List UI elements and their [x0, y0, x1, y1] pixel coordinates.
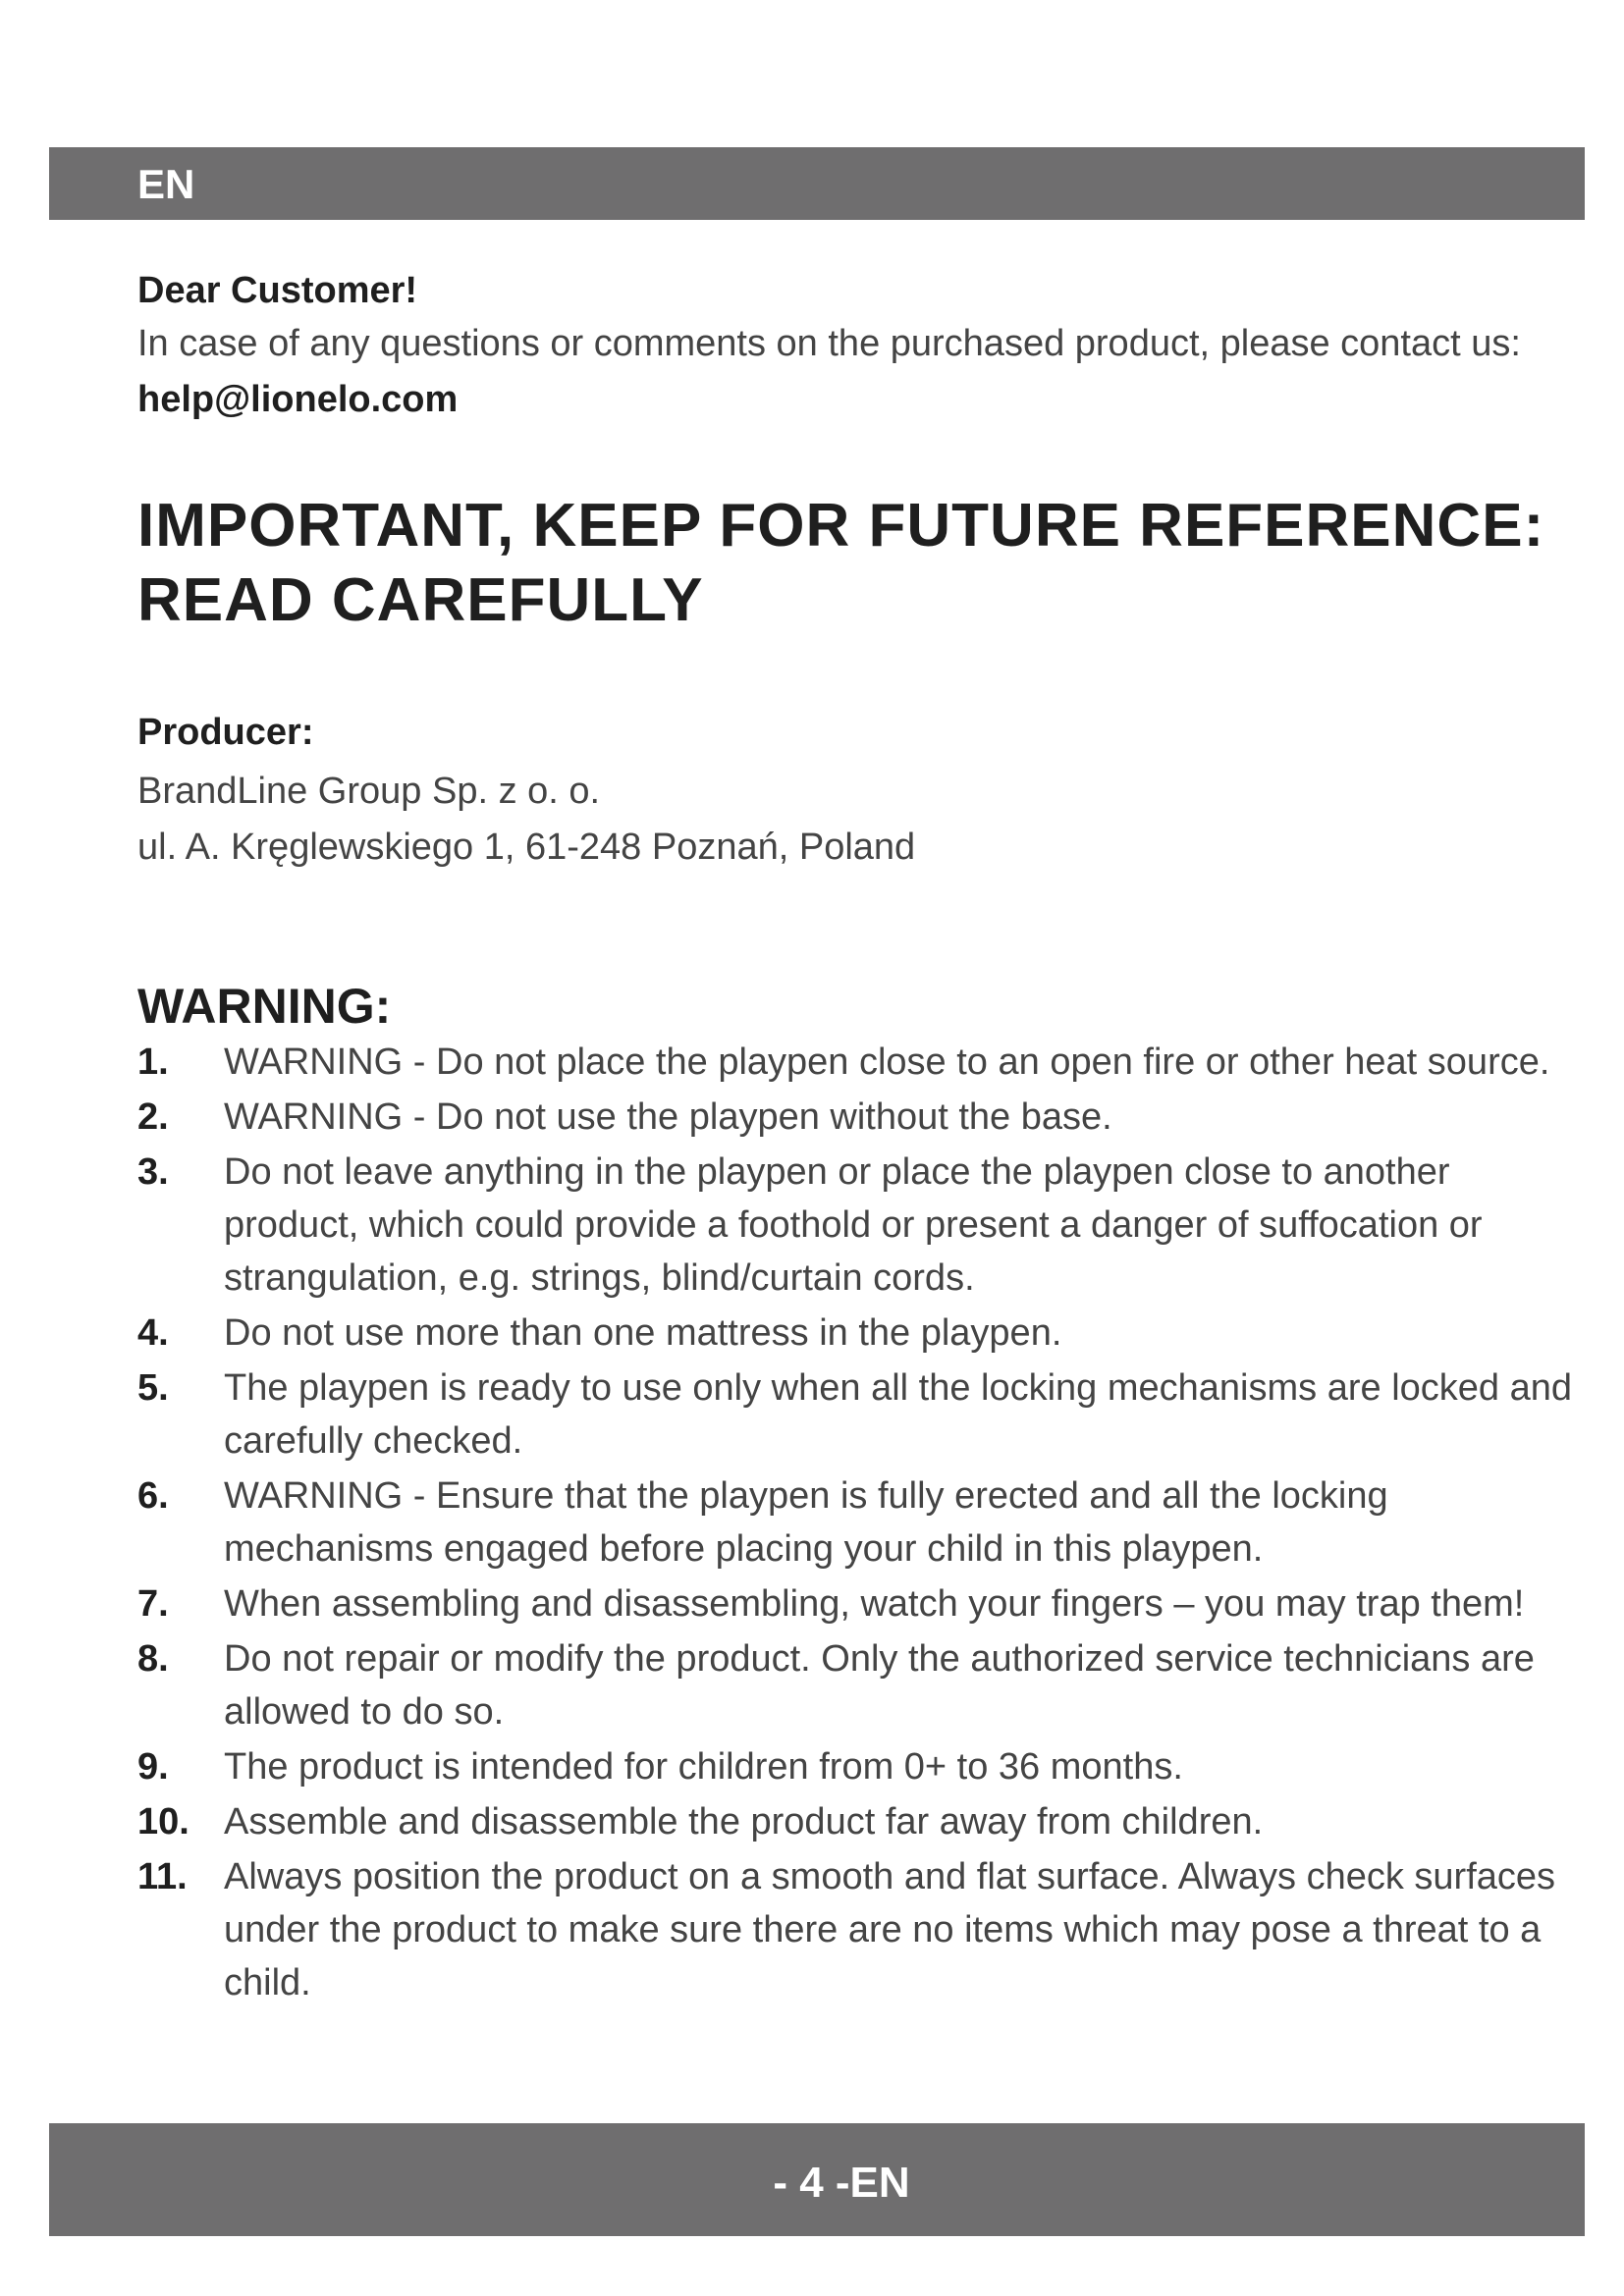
- list-item: [137, 1632, 1581, 1738]
- item-number: 5.: [137, 1367, 169, 1409]
- item-text: Do not use more than one mattress in the playpen.: [224, 1312, 1062, 1354]
- item-text: When assembling and disassembling, watch your fingers – you may trap them!: [224, 1583, 1525, 1625]
- item-number: 11.: [137, 1856, 188, 1897]
- list-item: [137, 1307, 1581, 1360]
- greeting: Dear Customer!: [137, 270, 418, 311]
- warning-title: WARNING:: [137, 979, 392, 1034]
- item-number: 8.: [137, 1638, 169, 1680]
- producer-name: BrandLine Group Sp. z o. o.: [137, 771, 601, 812]
- list-item: [137, 1577, 1581, 1630]
- item-text: The product is intended for children from 0+ to 36 months.: [224, 1746, 1183, 1788]
- item-number: 10.: [137, 1801, 189, 1842]
- list-item: [137, 1036, 1581, 1089]
- contact-text: In case of any questions or comments on the purchased product, please contact us:: [137, 323, 1521, 364]
- warning-list: [137, 1036, 1581, 2011]
- list-item: [137, 1795, 1581, 1848]
- list-item: [137, 1091, 1581, 1144]
- item-number: 7.: [137, 1583, 169, 1625]
- list-item: [137, 1362, 1581, 1468]
- item-text: Do not leave anything in the playpen or place the playpen close to another product, which could provide a foothold or present a danger of suffocation or strangulation, e.g. strings, blind/curtain cords.: [224, 1151, 1483, 1299]
- list-item: [137, 1850, 1581, 2009]
- item-number: 1.: [137, 1041, 169, 1083]
- page-title: IMPORTANT, KEEP FOR FUTURE REFERENCE: READ CAREFULLY: [137, 492, 1545, 634]
- item-text: Assemble and disassemble the product far away from children.: [224, 1801, 1264, 1842]
- contact-paragraph: [137, 316, 1571, 428]
- item-number: 2.: [137, 1096, 169, 1138]
- item-text: WARNING - Do not place the playpen close to an open fire or other heat source.: [224, 1041, 1550, 1083]
- language-label: EN: [137, 161, 195, 207]
- producer-section: [137, 707, 1512, 876]
- item-number: 3.: [137, 1151, 169, 1193]
- item-text: WARNING - Do not use the playpen without the base.: [224, 1096, 1112, 1138]
- producer-title: Producer:: [137, 712, 314, 753]
- item-text: Do not repair or modify the product. Only the authorized service technicians are allowed to do so.: [224, 1638, 1535, 1733]
- footer-bar: [49, 2123, 1585, 2236]
- item-text: The playpen is ready to use only when all the locking mechanisms are locked and carefully checked.: [224, 1367, 1572, 1462]
- item-number: 6.: [137, 1475, 169, 1517]
- item-text: Always position the product on a smooth and flat surface. Always check surfaces under the product to make sure there are no items which may pose a threat to a child.: [224, 1856, 1556, 2003]
- list-item: [137, 1146, 1581, 1305]
- contact-email[interactable]: help@lionelo.com: [137, 379, 459, 420]
- intro-section: [137, 265, 1571, 428]
- item-number: 4.: [137, 1312, 169, 1354]
- item-number: 9.: [137, 1746, 169, 1788]
- producer-address: ul. A. Kręglewskiego 1, 61-248 Poznań, Poland: [137, 827, 916, 868]
- header-bar: [49, 147, 1585, 220]
- item-text: WARNING - Ensure that the playpen is fully erected and all the locking mechanisms engaged before placing your child in this playpen.: [224, 1475, 1388, 1570]
- list-item: [137, 1469, 1581, 1575]
- list-item: [137, 1740, 1581, 1793]
- page-number: - 4 -EN: [773, 2159, 910, 2207]
